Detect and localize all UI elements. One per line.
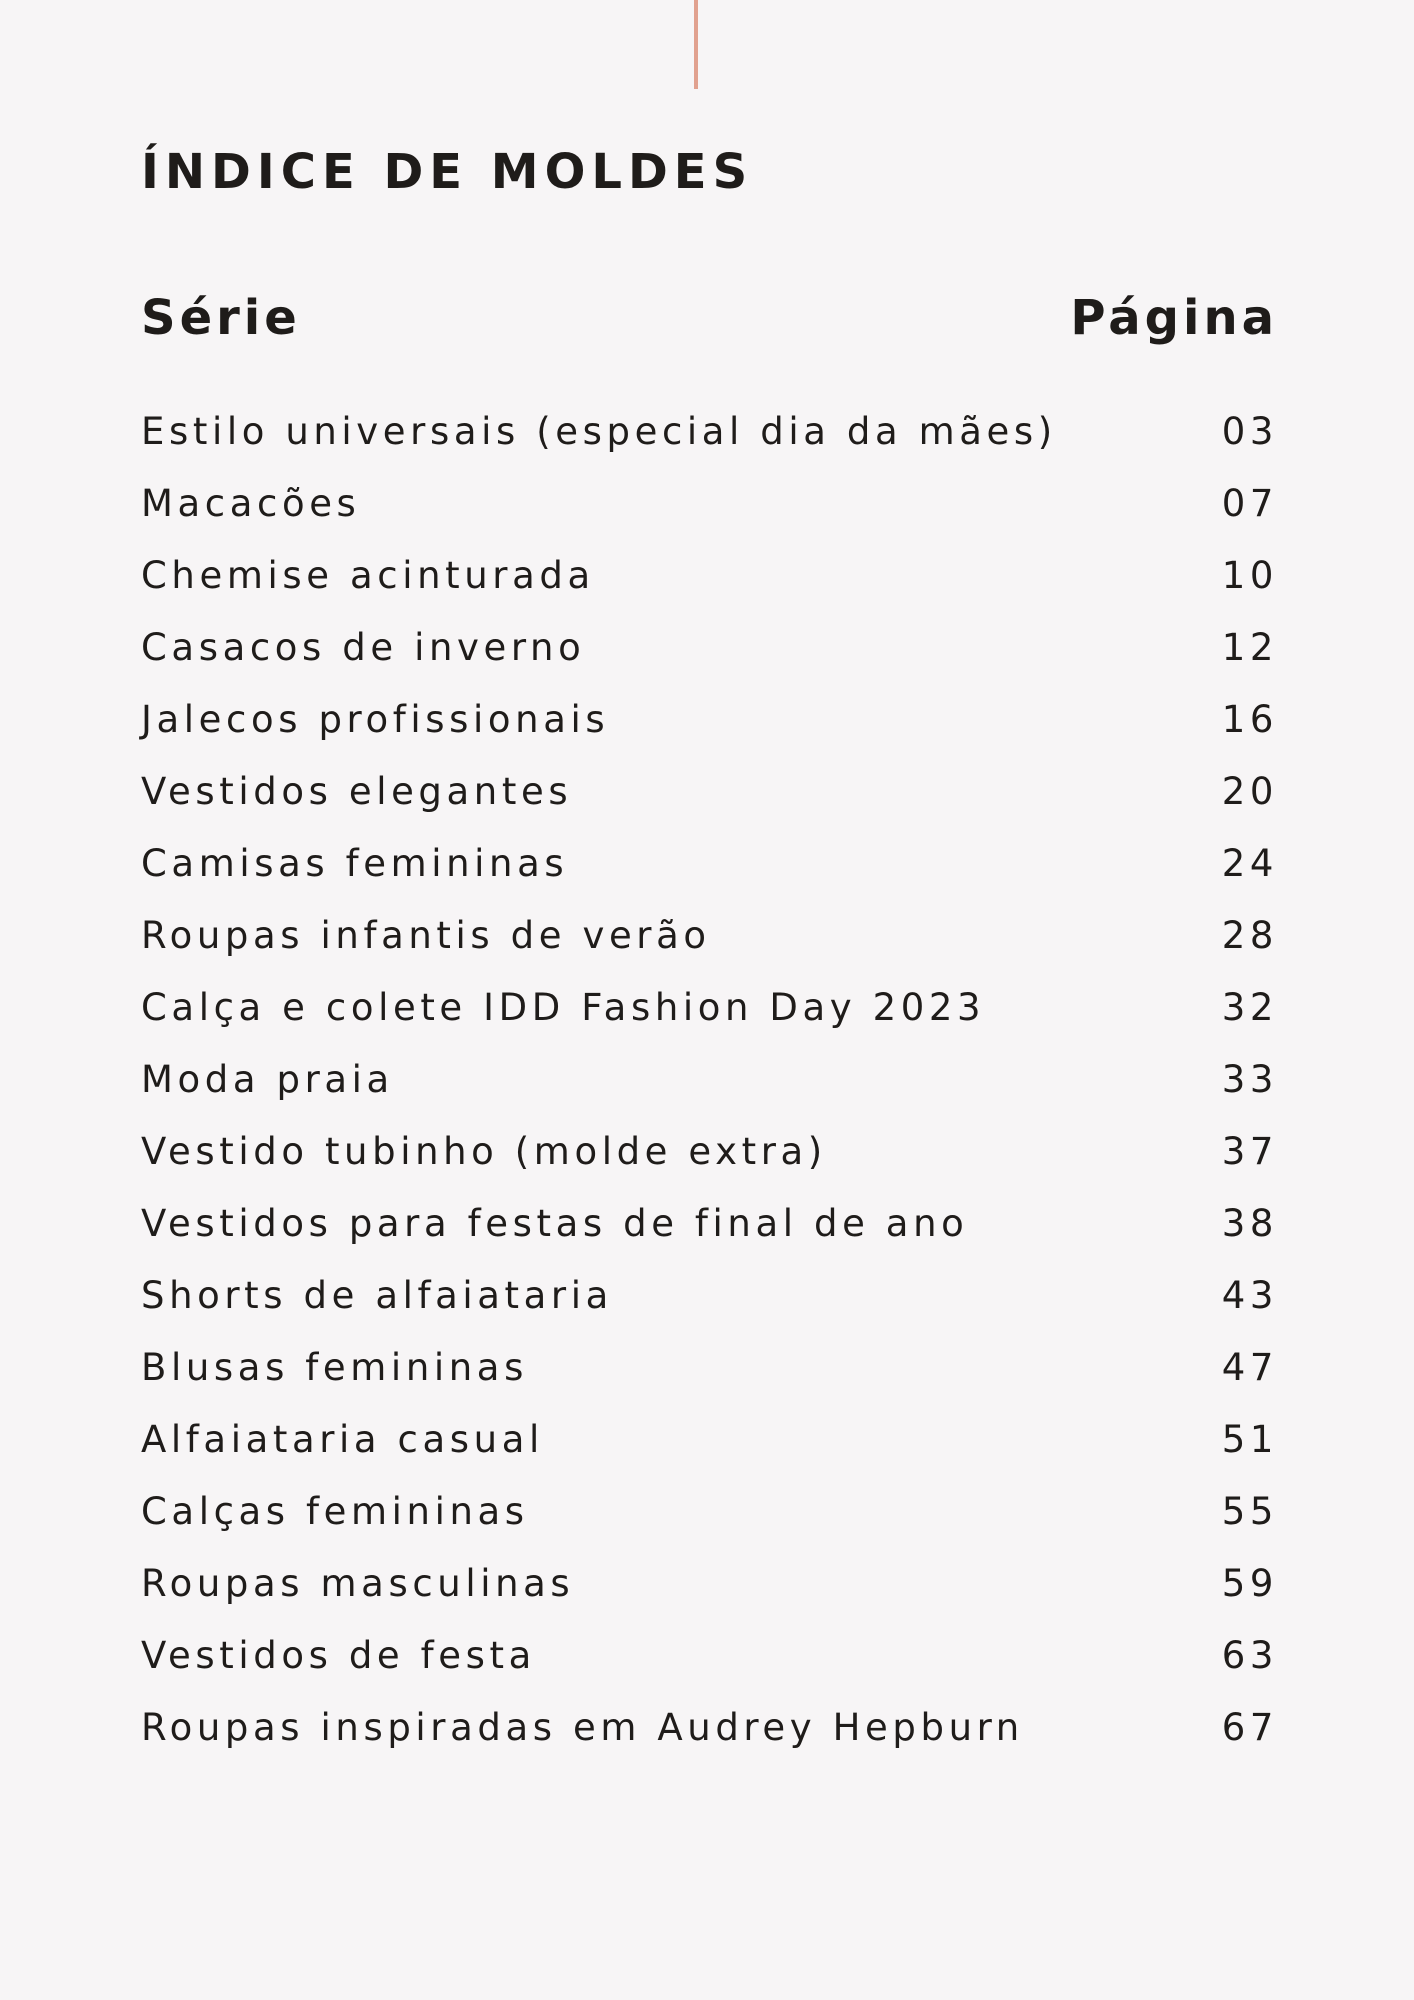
entry-series-name: Vestido tubinho (molde extra) [141,1130,827,1173]
entry-page-number: 47 [1221,1346,1278,1389]
page-title: ÍNDICE DE MOLDES [141,144,754,200]
entry-series-name: Blusas femininas [141,1346,528,1389]
entry-series-name: Vestidos elegantes [141,770,573,813]
index-header-row [141,286,1278,350]
entry-series-name: Calças femininas [141,1490,529,1533]
index-entry[interactable] [141,540,1278,612]
index-entry[interactable] [141,1044,1278,1116]
entry-page-number: 24 [1221,842,1278,885]
index-entry[interactable] [141,1260,1278,1332]
index-entry[interactable] [141,1620,1278,1692]
entry-page-number: 67 [1221,1706,1278,1749]
entry-series-name: Camisas femininas [141,842,569,885]
index-entry[interactable] [141,828,1278,900]
column-header-series: Série [141,290,301,346]
index-entry[interactable] [141,1692,1278,1764]
entry-series-name: Moda praia [141,1058,394,1101]
entry-page-number: 10 [1221,554,1278,597]
index-entry[interactable] [141,1116,1278,1188]
entry-series-name: Macacões [141,482,361,525]
index-entry[interactable] [141,1548,1278,1620]
entry-series-name: Vestidos para festas de final de ano [141,1202,969,1245]
entry-series-name: Casacos de inverno [141,626,586,669]
entry-page-number: 37 [1221,1130,1278,1173]
column-header-page: Página [1070,290,1278,346]
index-entry[interactable] [141,756,1278,828]
index-entry[interactable] [141,612,1278,684]
index-list [141,396,1278,1764]
entry-series-name: Calça e colete IDD Fashion Day 2023 [141,986,986,1029]
index-entry[interactable] [141,1188,1278,1260]
entry-page-number: 16 [1221,698,1278,741]
entry-series-name: Chemise acinturada [141,554,595,597]
entry-page-number: 07 [1221,482,1278,525]
entry-series-name: Estilo universais (especial dia da mães) [141,410,1057,453]
entry-page-number: 38 [1221,1202,1278,1245]
decorative-top-line [694,0,698,89]
entry-series-name: Jalecos profissionais [141,698,610,741]
entry-page-number: 32 [1221,986,1278,1029]
entry-page-number: 55 [1221,1490,1278,1533]
entry-page-number: 03 [1221,410,1278,453]
index-entry[interactable] [141,1332,1278,1404]
entry-page-number: 12 [1221,626,1278,669]
entry-series-name: Vestidos de festa [141,1634,536,1677]
entry-series-name: Roupas masculinas [141,1562,575,1605]
entry-page-number: 59 [1221,1562,1278,1605]
index-entry[interactable] [141,972,1278,1044]
entry-page-number: 43 [1221,1274,1278,1317]
index-entry[interactable] [141,684,1278,756]
index-entry[interactable] [141,396,1278,468]
entry-series-name: Roupas inspiradas em Audrey Hepburn [141,1706,1024,1749]
index-entry[interactable] [141,900,1278,972]
index-entry[interactable] [141,1404,1278,1476]
entry-page-number: 51 [1221,1418,1278,1461]
entry-page-number: 20 [1221,770,1278,813]
entry-page-number: 63 [1221,1634,1278,1677]
entry-series-name: Alfaiataria casual [141,1418,544,1461]
index-entry[interactable] [141,1476,1278,1548]
entry-series-name: Shorts de alfaiataria [141,1274,613,1317]
entry-page-number: 33 [1221,1058,1278,1101]
entry-series-name: Roupas infantis de verão [141,914,711,957]
entry-page-number: 28 [1221,914,1278,957]
index-entry[interactable] [141,468,1278,540]
